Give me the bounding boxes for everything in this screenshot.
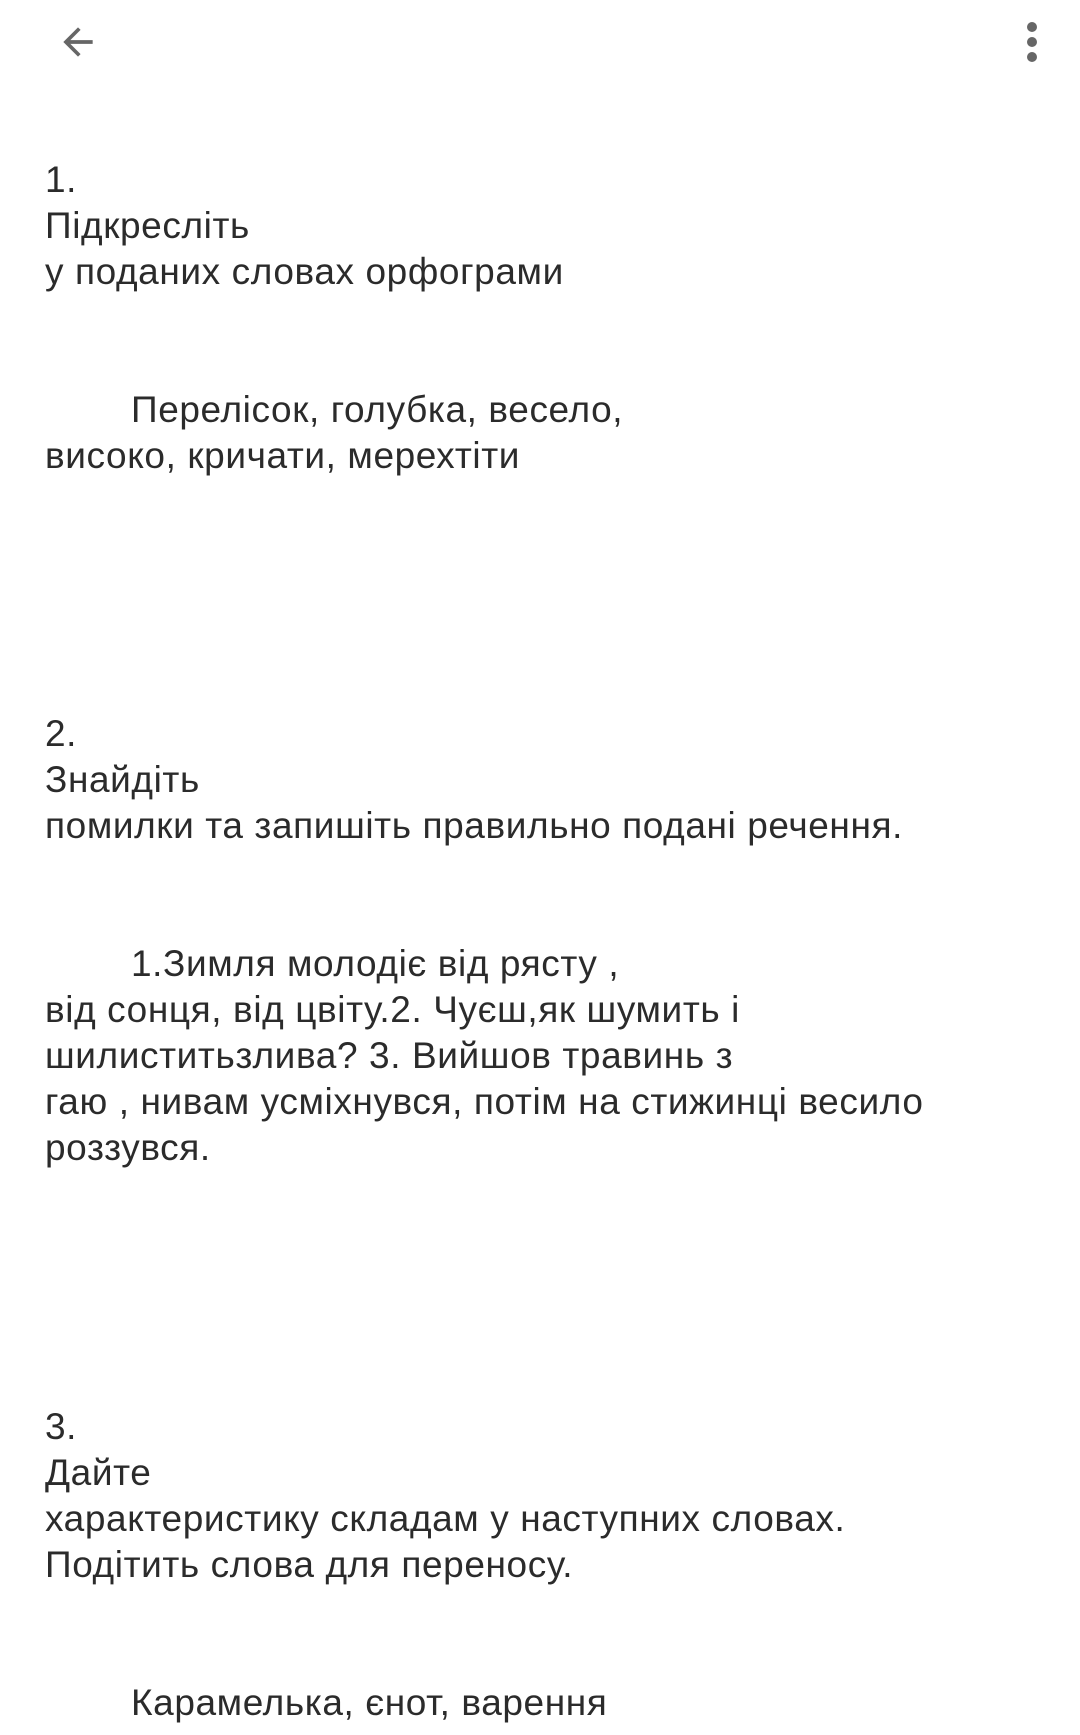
task2-body-line-1: 1.Зимля молодіє від рясту , <box>131 943 620 984</box>
task2-body-line-4: гаю , нивам усміхнувся, потім на стижинці весило <box>45 1081 924 1122</box>
task2-instruction: помилки та запишіть правильно подані речення. <box>45 805 904 846</box>
task2-number: 2. <box>45 713 78 754</box>
task3-body-line-1: Карамелька, єнот, варення <box>131 1682 608 1723</box>
document-body <box>45 0 1045 1723</box>
task2-body-line-5: роззувся. <box>45 1127 211 1168</box>
task3-instruction-line-2: Подітить слова для переносу. <box>45 1544 574 1585</box>
task3-title: Дайте <box>45 1452 152 1493</box>
task1-title: Підкресліть <box>45 205 250 246</box>
task3-instruction-line-1: характеристику складам у наступних словах. <box>45 1498 846 1539</box>
task1-body-line-1: Перелісок, голубка, весело, <box>131 389 624 430</box>
task2-body-line-3: шилиститьзлива? 3. Вийшов травинь з <box>45 1035 734 1076</box>
task2-title: Знайдіть <box>45 759 200 800</box>
task1-body-line-2: високо, кричати, мерехтіти <box>45 435 521 476</box>
task1-number: 1. <box>45 159 78 200</box>
task3-number: 3. <box>45 1406 78 1447</box>
task2-body-line-2: від сонця, від цвіту.2. Чуєш,як шумить і <box>45 989 740 1030</box>
task1-instruction: у поданих словах орфограми <box>45 251 564 292</box>
